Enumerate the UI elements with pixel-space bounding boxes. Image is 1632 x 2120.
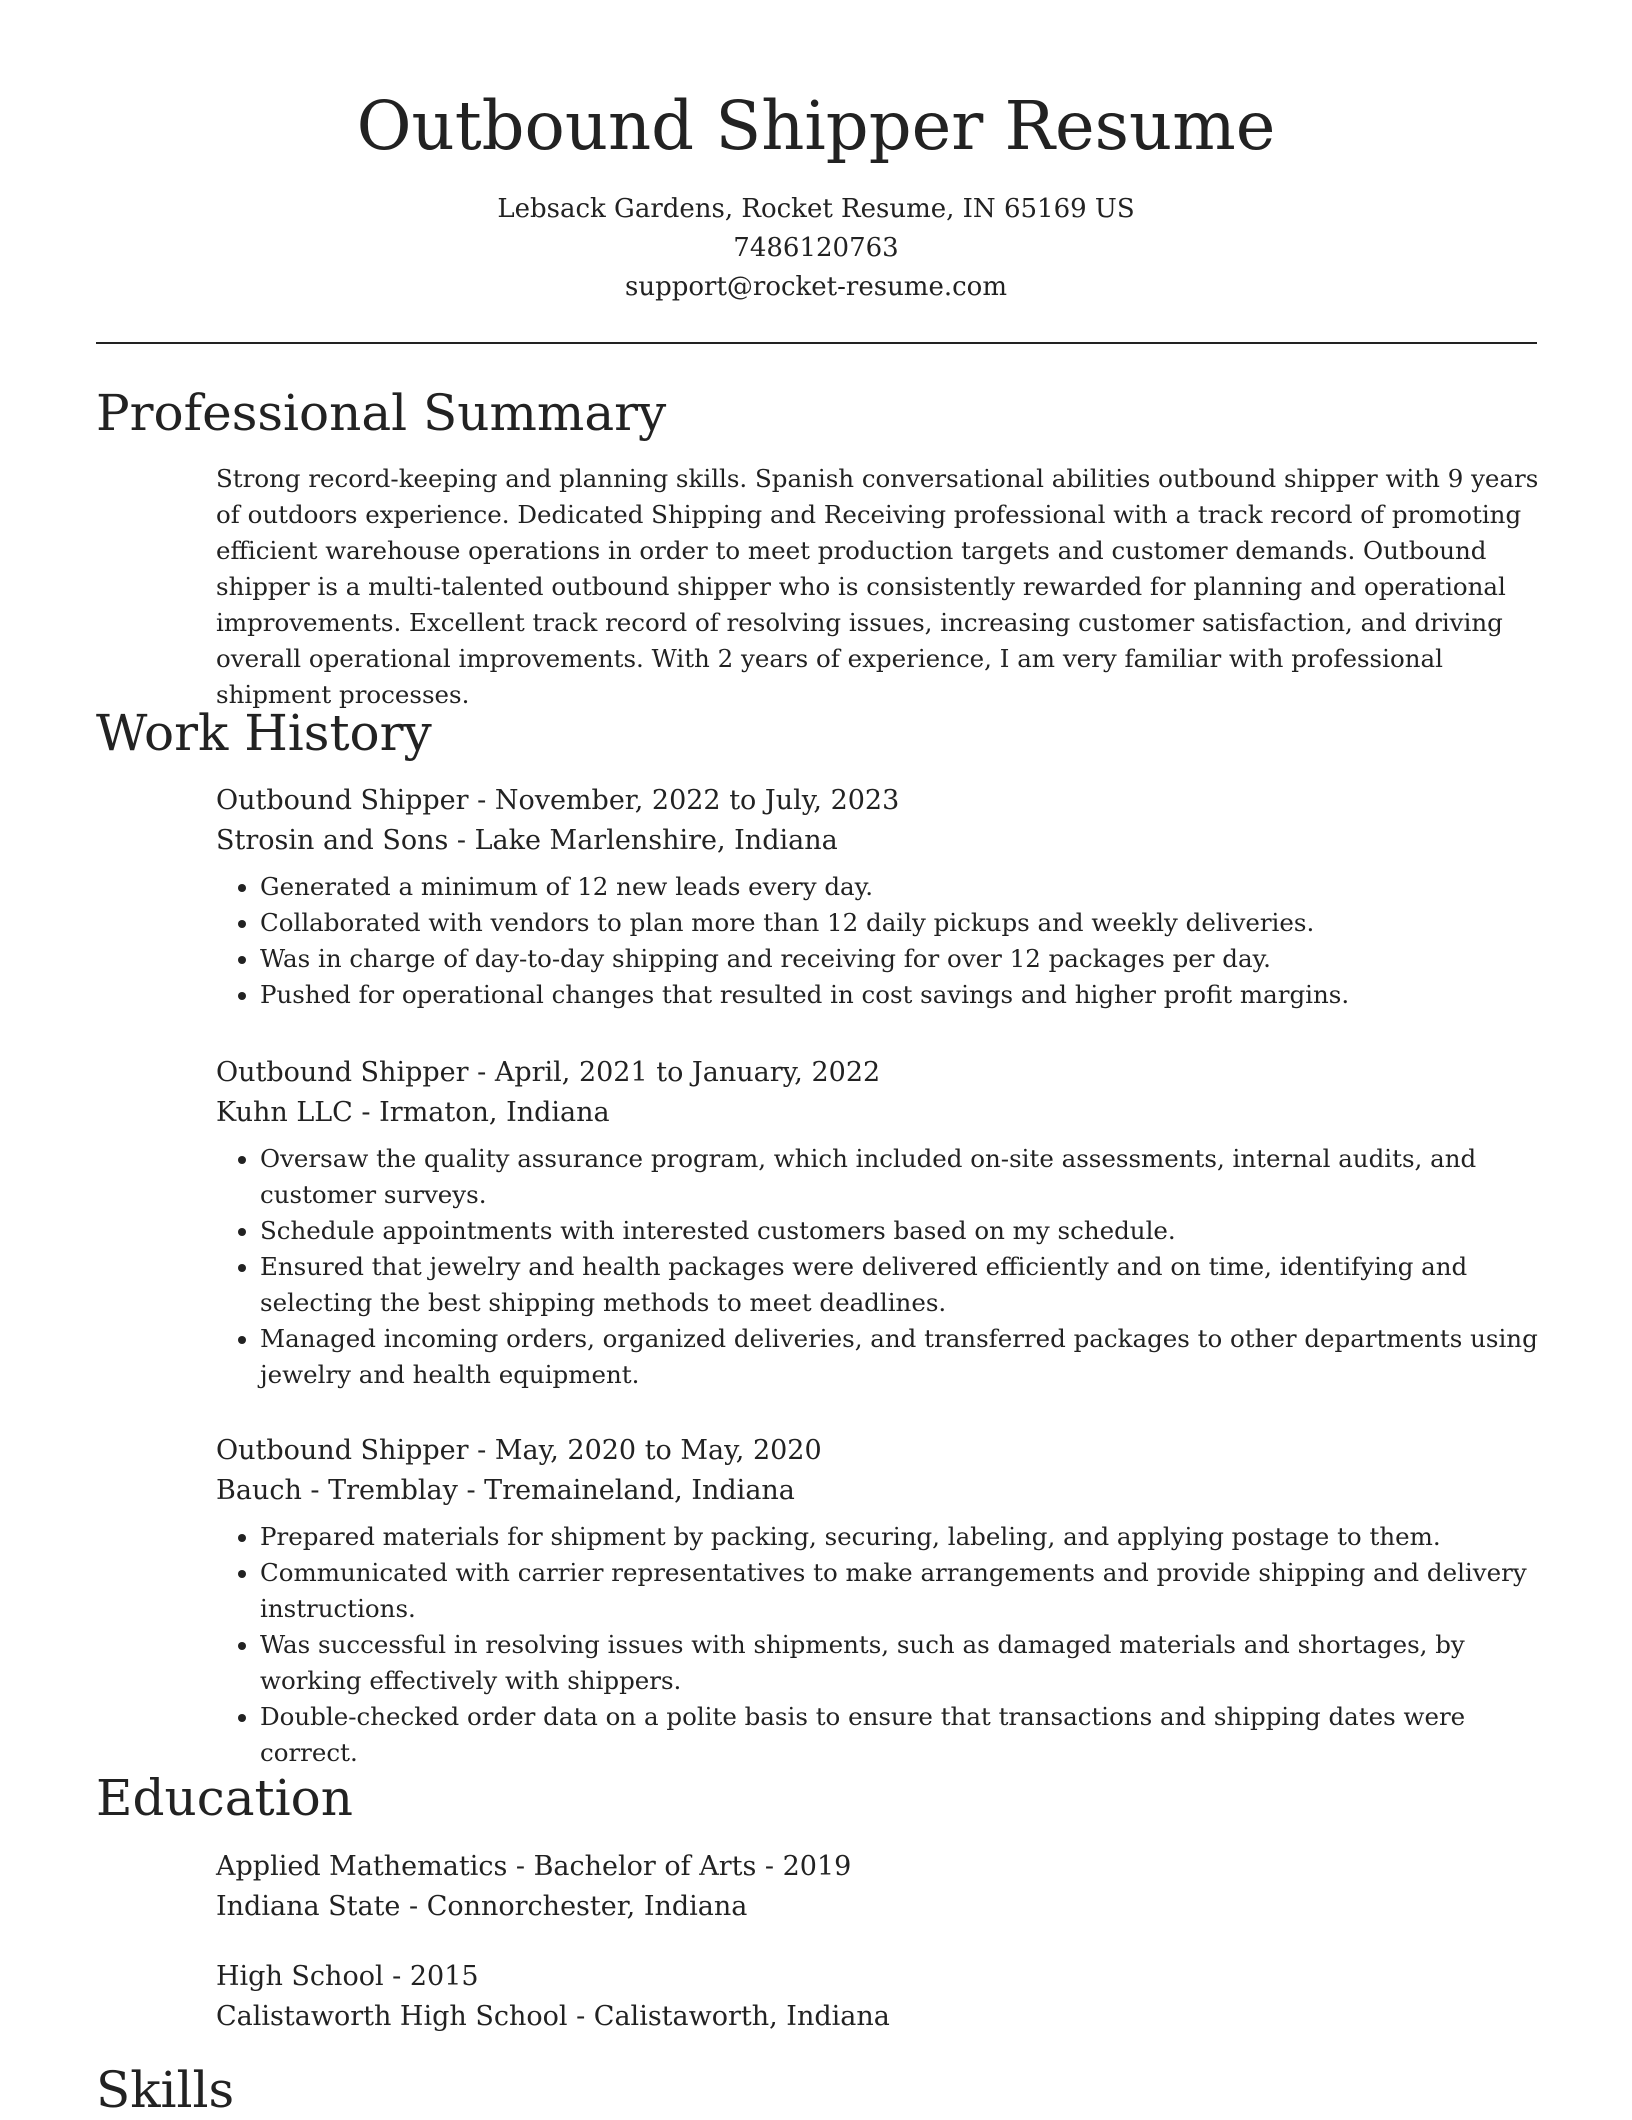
contact-phone: 7486120763	[733, 233, 899, 263]
job-bullets	[216, 1141, 1539, 1393]
summary-section	[216, 461, 1539, 713]
job-company-line: Bauch - Tremblay - Tremaineland, Indiana	[216, 1475, 795, 1506]
job-bullets	[216, 1519, 1539, 1771]
resume-header	[0, 0, 1632, 307]
job-company-line: Kuhn LLC - Irmaton, Indiana	[216, 1097, 610, 1128]
job-entry	[216, 1053, 1539, 1393]
work-history-heading: Work History	[96, 704, 432, 762]
resume-title: Outbound Shipper Resume	[356, 87, 1276, 165]
contact-address: Lebsack Gardens, Rocket Resume, IN 65169 US	[497, 194, 1135, 224]
education-school-line: Indiana State - Connorchester, Indiana	[216, 1891, 748, 1922]
job-bullet: • Managed incoming orders, organized deliveries, and transferred packages to other departments using jewelry and health equipment.	[260, 1321, 1539, 1393]
header-divider	[96, 342, 1537, 344]
job-bullet: • Collaborated with vendors to plan more than 12 daily pickups and weekly deliveries.	[260, 905, 1539, 941]
job-bullet: • Generated a minimum of 12 new leads every day.	[260, 869, 1539, 905]
skills-heading: Skills	[96, 2061, 235, 2119]
job-bullet: • Prepared materials for shipment by packing, securing, labeling, and applying postage to them.	[260, 1519, 1539, 1555]
job-entry	[216, 1431, 1539, 1771]
education-school-line: Calistaworth High School - Calistaworth, Indiana	[216, 2001, 890, 2032]
job-title-line: Outbound Shipper - May, 2020 to May, 2020	[216, 1435, 822, 1466]
summary-text: Strong record-keeping and planning skills. Spanish conversational abilities outbound shipper with 9 years of outdoors experience. Dedicated Shipping and Receiving professional with a track record of promoting efficient warehouse operations in order to meet production targets and customer demands. Outbound shipper is a multi-talented outbound shipper who is consistently rewarded for planning and operational improvements. Excellent track record of resolving issues, increasing customer satisfaction, and driving overall operational improvements. With 2 years of experience, I am very familiar with professional shipment processes.	[216, 464, 1539, 709]
job-bullets	[216, 869, 1539, 1013]
education-entry	[216, 1847, 1539, 1927]
education-heading: Education	[96, 1769, 353, 1827]
education-degree-line: High School - 2015	[216, 1961, 479, 1992]
job-bullet: • Pushed for operational changes that resulted in cost savings and higher profit margins.	[260, 977, 1539, 1013]
education-entry	[216, 1957, 1539, 2037]
job-bullet: • Was in charge of day-to-day shipping and receiving for over 12 packages per day.	[260, 941, 1539, 977]
contact-info	[0, 190, 1632, 307]
job-company-line: Strosin and Sons - Lake Marlenshire, Indiana	[216, 825, 838, 856]
job-bullet: • Schedule appointments with interested customers based on my schedule.	[260, 1213, 1539, 1249]
job-title-line: Outbound Shipper - November, 2022 to July, 2023	[216, 785, 900, 816]
job-bullet: • Communicated with carrier representatives to make arrangements and provide shipping and delivery instructions.	[260, 1555, 1539, 1627]
job-bullet: • Oversaw the quality assurance program, which included on-site assessments, internal audits, and customer surveys.	[260, 1141, 1539, 1213]
job-entry	[216, 781, 1539, 1013]
job-bullet: • Double-checked order data on a polite basis to ensure that transactions and shipping dates were correct.	[260, 1699, 1539, 1771]
job-title-line: Outbound Shipper - April, 2021 to January, 2022	[216, 1057, 881, 1088]
contact-email: support@rocket-resume.com	[624, 272, 1007, 302]
job-bullet: • Was successful in resolving issues with shipments, such as damaged materials and shortages, by working effectively with shippers.	[260, 1627, 1539, 1699]
summary-heading: Professional Summary	[96, 384, 667, 442]
job-bullet: • Ensured that jewelry and health packages were delivered efficiently and on time, identifying and selecting the best shipping methods to meet deadlines.	[260, 1249, 1539, 1321]
education-degree-line: Applied Mathematics - Bachelor of Arts - 2019	[216, 1851, 852, 1882]
